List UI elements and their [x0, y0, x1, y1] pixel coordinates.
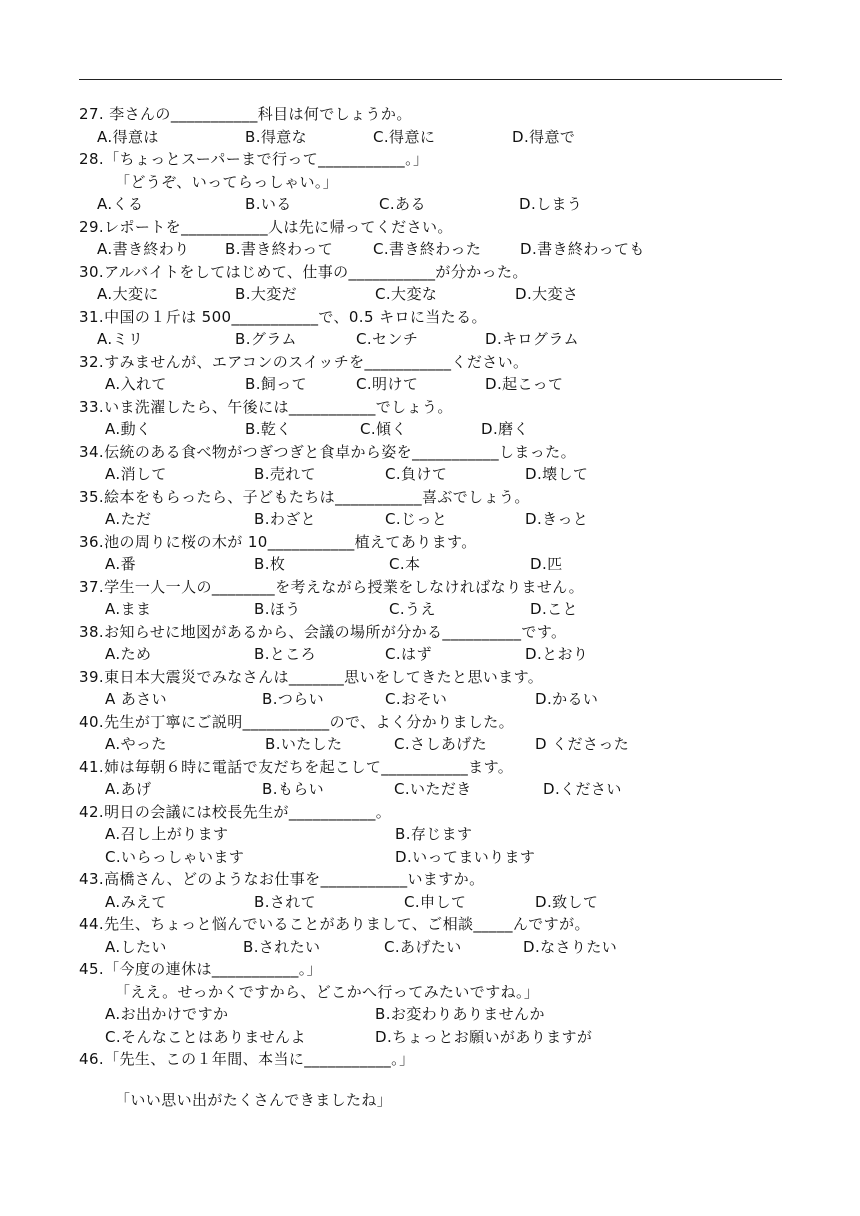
option-d[interactable]: D.とおり — [525, 645, 589, 663]
question-36-stem — [79, 531, 799, 554]
option-c[interactable]: C.申して — [404, 892, 467, 911]
question-33-options — [79, 418, 799, 441]
option-b[interactable]: B.グラム — [235, 330, 297, 348]
question-43-options — [79, 891, 799, 914]
question-44-stem — [79, 913, 799, 936]
question-30-options — [79, 283, 799, 306]
question-35-stem — [79, 486, 799, 509]
question-text: 中国の１斤は 500___________で、0.5 キロに当たる。 — [104, 307, 487, 326]
option-c[interactable]: C.そんなことはありませんよ — [105, 1027, 306, 1046]
option-c[interactable]: C.いただき — [394, 780, 472, 798]
dialogue-line: 「ええ。せっかくですから、どこかへ行ってみたいですね。」 — [115, 982, 540, 1001]
question-text: 姉は毎朝６時に電話で友だちを起こして___________ます。 — [104, 757, 514, 776]
option-c[interactable]: C.明けて — [356, 375, 419, 393]
question-40-options — [79, 733, 799, 756]
option-b[interactable]: B.乾く — [245, 420, 292, 438]
option-d[interactable]: D.いってまいります — [395, 847, 536, 866]
question-text: 伝統のある食べ物がつぎつぎと食卓から姿を___________しまった。 — [104, 442, 576, 461]
question-42-stem — [79, 801, 799, 824]
option-c[interactable]: C.さしあげた — [394, 735, 488, 753]
option-d[interactable]: D.きっと — [525, 510, 589, 528]
option-b[interactable]: B.わざと — [254, 510, 317, 528]
question-number: 31. — [79, 307, 105, 326]
option-c[interactable]: C.じっと — [385, 510, 448, 528]
question-text: 「ちょっとスーパーまで行って___________。」 — [104, 150, 429, 168]
option-d[interactable]: D.こと — [530, 600, 578, 618]
option-c[interactable]: C.ある — [379, 195, 426, 213]
option-a[interactable]: A.大変に — [97, 285, 159, 303]
question-number: 30. — [79, 262, 105, 281]
option-a[interactable]: A.ため — [105, 645, 152, 663]
question-text: 東日本大震災でみなさんは_______思いをしてきたと思います。 — [104, 667, 544, 686]
dialogue-line: 「どうぞ、いってらっしゃい。」 — [115, 172, 339, 191]
option-b[interactable]: B.お変わりありませんか — [375, 1005, 545, 1023]
question-43-stem — [79, 868, 799, 891]
question-27-options — [79, 126, 799, 149]
question-text: 李さんの___________科目は何でしょうか。 — [104, 105, 412, 123]
option-b[interactable]: B.売れて — [254, 465, 317, 483]
option-a[interactable]: A.やった — [105, 735, 167, 753]
question-46-stem — [79, 1048, 799, 1071]
question-text: 先生が丁寧にご説明___________ので、よく分かりました。 — [104, 712, 515, 731]
option-a[interactable]: A.くる — [97, 195, 144, 213]
question-number: 40. — [79, 712, 105, 731]
question-30-stem — [79, 261, 799, 284]
question-number: 34. — [79, 442, 105, 461]
option-d[interactable]: D くださった — [535, 735, 630, 753]
option-c[interactable]: C.あげたい — [384, 937, 462, 956]
question-40-stem — [79, 711, 799, 734]
option-b[interactable]: B.大変だ — [235, 285, 298, 303]
option-a[interactable]: A.番 — [105, 555, 136, 573]
option-a[interactable]: A.ただ — [105, 510, 152, 528]
question-35-options — [79, 508, 799, 531]
question-28-stem — [79, 148, 799, 171]
option-b[interactable]: B.ところ — [254, 645, 317, 663]
option-d[interactable]: D.ちょっとお願いがありますが — [375, 1027, 593, 1046]
question-28-dialogue — [79, 171, 799, 194]
question-29-stem — [79, 216, 799, 239]
question-37-stem — [79, 576, 799, 599]
option-b[interactable]: B.書き終わって — [225, 240, 334, 258]
option-c[interactable]: C.はず — [385, 645, 432, 663]
question-36-options — [79, 553, 799, 576]
option-a[interactable]: A.ミリ — [97, 330, 144, 348]
option-c[interactable]: C.大変な — [375, 285, 438, 303]
question-39-stem — [79, 666, 799, 689]
question-number: 39. — [79, 667, 105, 686]
option-a[interactable]: A.入れて — [105, 375, 167, 393]
option-a[interactable]: A.みえて — [105, 892, 167, 911]
question-text: 「先生、この１年間、本当に___________。」 — [104, 1050, 415, 1068]
option-a[interactable]: A.消して — [105, 465, 167, 483]
question-text: いま洗濯したら、午後には___________でしょう。 — [104, 397, 453, 416]
question-38-options — [79, 643, 799, 666]
option-b[interactable]: B.されたい — [243, 937, 321, 956]
option-d[interactable]: D.壊して — [525, 465, 589, 483]
question-31-options — [79, 328, 799, 351]
option-d[interactable]: D.起こって — [485, 375, 564, 393]
question-text: すみませんが、エアコンのスイッチを___________ください。 — [104, 352, 529, 371]
question-number: 37. — [79, 577, 105, 596]
option-a[interactable]: A.あげ — [105, 780, 152, 798]
question-text: レポートを___________人は先に帰ってください。 — [104, 217, 453, 236]
question-number: 38. — [79, 622, 105, 641]
question-34-stem — [79, 441, 799, 464]
option-b[interactable]: B.存じます — [395, 825, 473, 843]
question-text: 絵本をもらったら、子どもたちは___________喜ぶでしょう。 — [104, 487, 530, 506]
question-45-stem — [79, 958, 799, 981]
option-a[interactable]: A.したい — [105, 937, 167, 956]
question-number: 32. — [79, 352, 105, 371]
option-d[interactable]: D.なさりたい — [523, 937, 618, 956]
question-text: 先生、ちょっと悩んでいることがありまして、ご相談_____んですが。 — [104, 915, 590, 933]
option-c[interactable]: C.センチ — [356, 330, 419, 348]
question-text: アルバイトをしてはじめて、仕事の___________が分かった。 — [104, 262, 528, 281]
question-29-options — [79, 238, 799, 261]
option-a[interactable]: A.まま — [105, 600, 152, 618]
option-c[interactable]: C.得意に — [373, 127, 436, 146]
question-number: 45. — [79, 960, 105, 978]
question-text: 高橋さん、どのようなお仕事を___________いますか。 — [104, 870, 485, 888]
question-41-stem — [79, 756, 799, 779]
option-d[interactable]: D.磨く — [481, 420, 529, 438]
question-42-options-row2 — [79, 846, 799, 869]
option-d[interactable]: D.大変さ — [515, 285, 579, 303]
option-d[interactable]: D.かるい — [535, 690, 599, 708]
option-d[interactable]: D.ください — [543, 780, 622, 798]
question-text: 「今度の連休は___________。」 — [104, 960, 323, 978]
question-45-dialogue — [79, 981, 799, 1004]
question-number: 44. — [79, 915, 105, 933]
question-45-options-row2 — [79, 1026, 799, 1049]
question-text: 池の周りに桜の木が 10___________植えてあります。 — [104, 532, 477, 551]
question-37-options — [79, 598, 799, 621]
question-32-stem — [79, 351, 799, 374]
option-c[interactable]: C.書き終わった — [373, 240, 482, 258]
option-a[interactable]: A.書き終わり — [97, 240, 190, 258]
option-b[interactable]: B.飼って — [245, 375, 308, 393]
option-a[interactable]: A.動く — [105, 420, 152, 438]
option-d[interactable]: D.致して — [535, 892, 599, 911]
question-number: 35. — [79, 487, 105, 506]
question-number: 41. — [79, 757, 105, 776]
dialogue-line: 「いい思い出がたくさんできましたね」 — [115, 1090, 393, 1109]
question-number: 42. — [79, 802, 105, 821]
option-a[interactable]: A.召し上がります — [105, 825, 229, 843]
question-38-stem — [79, 621, 799, 644]
question-number: 29. — [79, 217, 105, 236]
question-32-options — [79, 373, 799, 396]
option-b[interactable]: B.ほう — [254, 600, 301, 618]
option-b[interactable]: B.つらい — [262, 690, 325, 708]
question-text: お知らせに地図があるから、会議の場所が分かる__________です。 — [104, 622, 567, 641]
question-list — [79, 103, 799, 1111]
option-c[interactable]: C.本 — [389, 555, 421, 573]
option-b[interactable]: B.いたした — [265, 735, 343, 753]
question-number: 43. — [79, 870, 105, 888]
option-b[interactable]: B.得意な — [245, 127, 308, 146]
question-number: 28. — [79, 150, 105, 168]
option-d[interactable]: D.しまう — [519, 195, 583, 213]
option-c[interactable]: C.おそい — [385, 690, 448, 708]
question-45-options-row1 — [79, 1003, 799, 1026]
option-c[interactable]: C.傾く — [360, 420, 407, 438]
option-b[interactable]: B.枚 — [254, 555, 286, 573]
option-b[interactable]: B.もらい — [262, 780, 325, 798]
option-c[interactable]: C.負けて — [385, 465, 448, 483]
option-a[interactable]: A.お出かけですか — [105, 1005, 229, 1023]
question-number: 46. — [79, 1050, 105, 1068]
question-42-options-row1 — [79, 823, 799, 846]
option-a[interactable]: A.得意は — [97, 127, 159, 146]
question-41-options — [79, 778, 799, 801]
option-d[interactable]: D.匹 — [530, 555, 563, 573]
question-46-dialogue — [79, 1089, 799, 1112]
question-number: 36. — [79, 532, 105, 551]
option-c[interactable]: C.うえ — [389, 600, 436, 618]
option-d[interactable]: D.得意で — [512, 127, 576, 146]
option-d[interactable]: D.キログラム — [485, 330, 579, 348]
question-text: 明日の会議には校長先生が___________。 — [104, 802, 392, 821]
option-d[interactable]: D.書き終わっても — [520, 240, 645, 258]
question-39-options — [79, 688, 799, 711]
question-28-options — [79, 193, 799, 216]
option-b[interactable]: B.いる — [245, 195, 292, 213]
question-number: 33. — [79, 397, 105, 416]
header-rule — [79, 79, 782, 80]
option-b[interactable]: B.されて — [254, 892, 317, 911]
question-27-stem — [79, 103, 799, 126]
option-c[interactable]: C.いらっしゃいます — [105, 847, 245, 866]
question-31-stem — [79, 306, 799, 329]
question-33-stem — [79, 396, 799, 419]
question-number: 27. — [79, 105, 105, 123]
question-34-options — [79, 463, 799, 486]
option-a[interactable]: A あさい — [105, 690, 168, 708]
question-44-options — [79, 936, 799, 959]
question-text: 学生一人一人の________を考えながら授業をしなければなりません。 — [104, 577, 584, 596]
